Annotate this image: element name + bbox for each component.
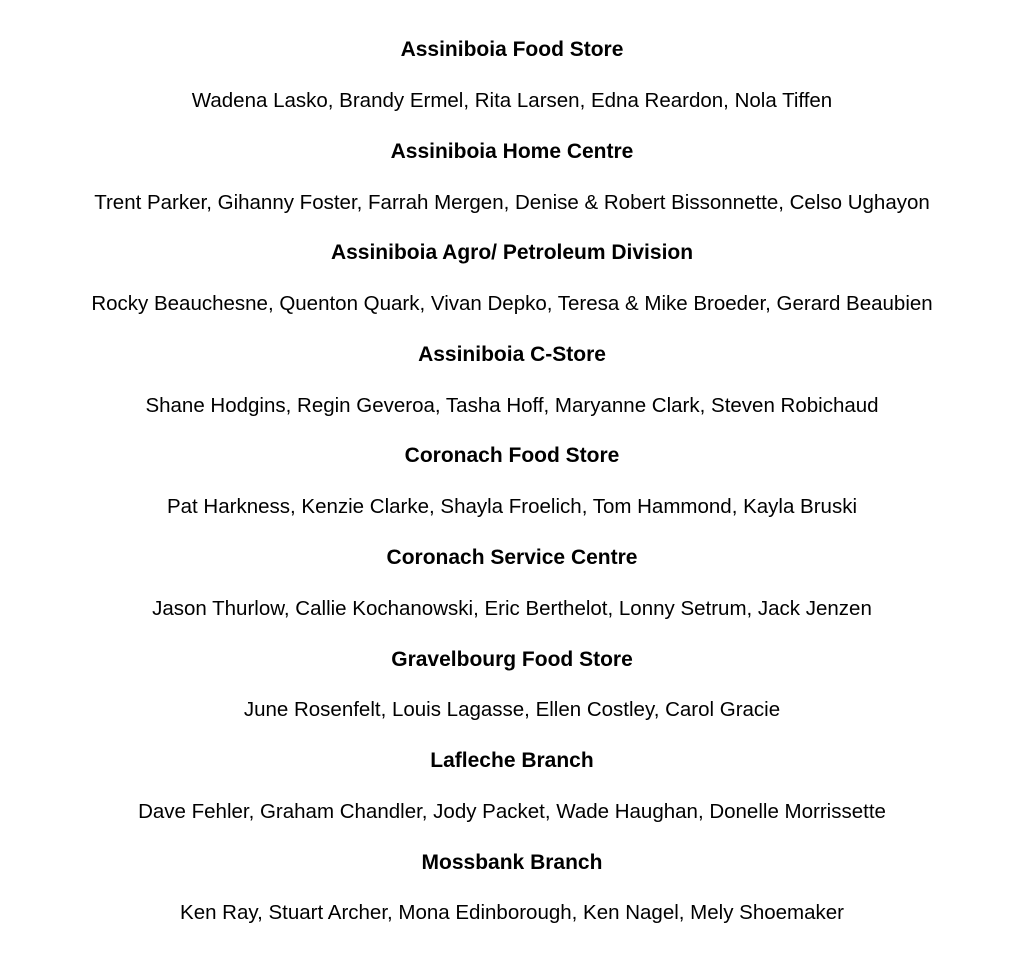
section-names: Wadena Lasko, Brandy Ermel, Rita Larsen, Edna Reardon, Nola Tiffen [191, 89, 833, 112]
section-names: Shane Hodgins, Regin Geveroa, Tasha Hoff, Maryanne Clark, Steven Robichaud [145, 394, 879, 417]
section-names: Jason Thurlow, Callie Kochanowski, Eric Berthelot, Lonny Setrum, Jack Jenzen [152, 597, 872, 620]
section-names: Dave Fehler, Graham Chandler, Jody Packet, Wade Haughan, Donelle Morrissette [138, 800, 886, 823]
section-names: Trent Parker, Gihanny Foster, Farrah Mergen, Denise & Robert Bissonnette, Celso Ughayon [94, 191, 930, 214]
section-heading: Mossbank Branch [421, 851, 603, 874]
section-heading: Gravelbourg Food Store [391, 648, 633, 671]
section-heading: Assiniboia Agro/ Petroleum Division [330, 241, 694, 264]
section-heading: Coronach Food Store [404, 444, 620, 467]
section-heading: Coronach Service Centre [386, 546, 638, 569]
section-heading: Lafleche Branch [430, 749, 594, 772]
section-names: Rocky Beauchesne, Quenton Quark, Vivan Depko, Teresa & Mike Broeder, Gerard Beaubien [91, 292, 933, 315]
section-names: Ken Ray, Stuart Archer, Mona Edinborough, Ken Nagel, Mely Shoemaker [180, 901, 844, 924]
section-names: Pat Harkness, Kenzie Clarke, Shayla Froelich, Tom Hammond, Kayla Bruski [166, 495, 858, 518]
section-heading: Assiniboia Food Store [400, 38, 624, 61]
section-heading: Assiniboia Home Centre [390, 140, 634, 163]
section-heading: Assiniboia C-Store [418, 343, 606, 366]
section-names: June Rosenfelt, Louis Lagasse, Ellen Costley, Carol Gracie [243, 698, 781, 721]
